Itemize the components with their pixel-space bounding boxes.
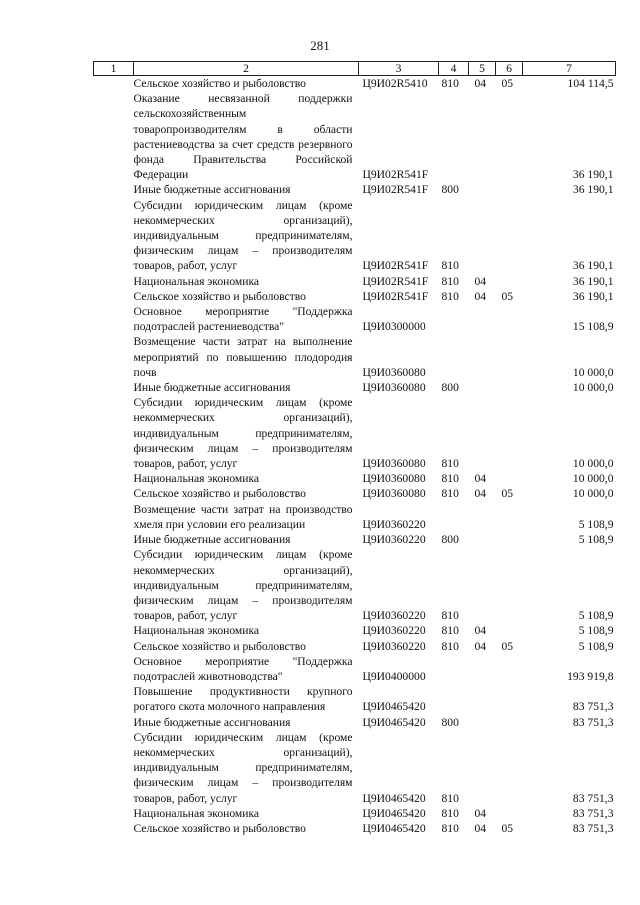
cell-group: 810 — [441, 609, 459, 623]
cell-name: Основное мероприятие "Поддержка подотраслей растениеводства" — [133, 305, 353, 334]
cell-podrazdel — [496, 532, 523, 547]
cell-name: Основное мероприятие "Поддержка подотраслей животноводства" — [133, 654, 353, 683]
table-body — [94, 76, 616, 837]
table-row — [94, 380, 616, 395]
cell-name: Национальная экономика — [133, 472, 260, 486]
cell-empty — [94, 486, 134, 501]
table-row — [94, 471, 616, 486]
cell-group: 810 — [441, 472, 459, 486]
cell-empty — [94, 395, 134, 471]
cell-podrazdel — [496, 502, 523, 532]
cell-group: 810 — [441, 624, 459, 638]
cell-empty — [94, 502, 134, 532]
cell-amount: 10 000,0 — [572, 365, 614, 379]
cell-name: Возмещение части затрат на выполнение мероприятий по повышению плодородия почв — [133, 335, 353, 379]
cell-empty — [94, 806, 134, 821]
cell-amount: 36 190,1 — [572, 183, 614, 197]
cell-razdel — [469, 334, 496, 380]
cell-group — [439, 334, 469, 380]
cell-podrazdel — [496, 274, 523, 289]
table-row — [94, 334, 616, 380]
cell-razdel: 04 — [474, 639, 487, 653]
table-row — [94, 395, 616, 471]
cell-code: Ц9И0360220 — [362, 517, 426, 531]
cell-group — [439, 91, 469, 182]
cell-empty — [94, 471, 134, 486]
table-row — [94, 182, 616, 197]
cell-code: Ц9И0465420 — [362, 821, 426, 835]
cell-group: 800 — [441, 381, 459, 395]
cell-amount: 83 751,3 — [572, 715, 614, 729]
cell-amount: 83 751,3 — [572, 700, 614, 714]
cell-code: Ц9И0465420 — [362, 791, 426, 805]
cell-empty — [94, 380, 134, 395]
cell-empty — [94, 639, 134, 654]
table-row — [94, 684, 616, 714]
cell-name: Повышение продуктивности крупного рогатого скота молочного направления — [133, 685, 353, 714]
cell-name: Иные бюджетные ассигнования — [133, 533, 291, 547]
cell-razdel: 04 — [474, 821, 487, 835]
cell-code: Ц9И0400000 — [362, 669, 426, 683]
column-header-3: 3 — [359, 62, 439, 76]
cell-razdel — [469, 91, 496, 182]
cell-code: Ц9И02R541F — [362, 168, 429, 182]
cell-podrazdel — [496, 198, 523, 274]
cell-podrazdel — [496, 334, 523, 380]
table-row — [94, 198, 616, 274]
cell-empty — [94, 182, 134, 197]
cell-empty — [94, 304, 134, 334]
cell-group — [439, 654, 469, 684]
cell-podrazdel: 05 — [501, 77, 514, 90]
cell-empty — [94, 684, 134, 714]
cell-group: 810 — [441, 791, 459, 805]
table-row — [94, 547, 616, 623]
cell-name: Национальная экономика — [133, 806, 260, 820]
cell-group: 810 — [441, 487, 459, 501]
cell-amount: 36 190,1 — [572, 289, 614, 303]
cell-name: Национальная экономика — [133, 274, 260, 288]
cell-podrazdel — [496, 547, 523, 623]
cell-amount: 15 108,9 — [572, 320, 614, 334]
column-header-7: 7 — [523, 62, 616, 76]
cell-amount: 5 108,9 — [578, 533, 614, 547]
cell-code: Ц9И02R5410 — [362, 77, 428, 90]
cell-podrazdel — [496, 380, 523, 395]
cell-group: 810 — [441, 457, 459, 471]
cell-group: 810 — [441, 821, 459, 835]
cell-razdel — [469, 182, 496, 197]
table-row — [94, 806, 616, 821]
table-row — [94, 821, 616, 836]
cell-razdel — [469, 532, 496, 547]
cell-code: Ц9И0360080 — [362, 365, 426, 379]
cell-name: Оказание несвязанной поддержки сельскохозяйственным товаропроизводителям в области растениеводства за счет средств резервного фонда Правительства Российской Федерации — [133, 92, 353, 182]
column-header-2: 2 — [134, 62, 359, 76]
cell-empty — [94, 654, 134, 684]
cell-razdel: 04 — [474, 472, 487, 486]
cell-code: Ц9И0360080 — [362, 487, 426, 501]
cell-razdel — [469, 547, 496, 623]
cell-code: Ц9И02R541F — [362, 183, 429, 197]
cell-name: Национальная экономика — [133, 624, 260, 638]
cell-name: Иные бюджетные ассигнования — [133, 183, 291, 197]
table-row — [94, 502, 616, 532]
cell-amount: 36 190,1 — [572, 259, 614, 273]
cell-group: 800 — [441, 533, 459, 547]
budget-table — [93, 61, 616, 836]
cell-empty — [94, 532, 134, 547]
cell-name: Субсидии юридическим лицам (кроме некоммерческих организаций), индивидуальным предпринимателям, физическим лицам – производителям товаров, работ, услуг — [133, 548, 353, 623]
cell-code: Ц9И02R541F — [362, 274, 429, 288]
table-row — [94, 623, 616, 638]
cell-podrazdel — [496, 715, 523, 730]
column-header-5: 5 — [469, 62, 496, 76]
cell-amount: 10 000,0 — [572, 381, 614, 395]
cell-empty — [94, 821, 134, 836]
cell-name: Сельское хозяйство и рыболовство — [133, 487, 306, 501]
table-row — [94, 486, 616, 501]
cell-group: 810 — [441, 806, 459, 820]
cell-code: Ц9И02R541F — [362, 259, 429, 273]
table-header — [94, 62, 616, 76]
cell-razdel — [469, 198, 496, 274]
cell-podrazdel: 05 — [501, 487, 514, 501]
column-header-4: 4 — [439, 62, 469, 76]
cell-group: 810 — [441, 259, 459, 273]
cell-name: Возмещение части затрат на производство хмеля при условии его реализации — [133, 502, 353, 531]
cell-amount: 10 000,0 — [572, 472, 614, 486]
cell-podrazdel: 05 — [501, 639, 514, 653]
cell-podrazdel — [496, 806, 523, 821]
cell-razdel — [469, 304, 496, 334]
cell-podrazdel — [496, 395, 523, 471]
cell-amount: 104 114,5 — [567, 77, 614, 90]
cell-amount: 5 108,9 — [578, 624, 614, 638]
cell-podrazdel — [496, 684, 523, 714]
cell-razdel: 04 — [474, 289, 487, 303]
cell-group — [439, 502, 469, 532]
table-row — [94, 730, 616, 806]
cell-name: Иные бюджетные ассигнования — [133, 381, 291, 395]
cell-amount: 193 919,8 — [567, 669, 614, 683]
cell-podrazdel — [496, 91, 523, 182]
cell-empty — [94, 274, 134, 289]
cell-podrazdel — [496, 471, 523, 486]
table-row — [94, 639, 616, 654]
cell-code: Ц9И0360080 — [362, 381, 426, 395]
cell-empty — [94, 289, 134, 304]
cell-group: 810 — [441, 77, 459, 90]
table-row — [94, 76, 616, 92]
cell-razdel — [469, 654, 496, 684]
cell-podrazdel: 05 — [501, 289, 514, 303]
cell-empty — [94, 623, 134, 638]
table-row — [94, 532, 616, 547]
cell-group: 810 — [441, 639, 459, 653]
cell-empty — [94, 715, 134, 730]
cell-name: Субсидии юридическим лицам (кроме некоммерческих организаций), индивидуальным предпринимателям, физическим лицам – производителям товаров, работ, услуг — [133, 396, 353, 471]
cell-group: 810 — [441, 289, 459, 303]
cell-group — [439, 304, 469, 334]
cell-code: Ц9И0360220 — [362, 639, 426, 653]
cell-group — [439, 684, 469, 714]
cell-razdel — [469, 502, 496, 532]
cell-code: Ц9И0465420 — [362, 806, 426, 820]
cell-name: Сельское хозяйство и рыболовство — [133, 289, 306, 303]
cell-amount: 5 108,9 — [578, 609, 614, 623]
page-number: 281 — [310, 38, 330, 53]
cell-razdel — [469, 380, 496, 395]
cell-empty — [94, 730, 134, 806]
cell-podrazdel — [496, 654, 523, 684]
cell-name: Иные бюджетные ассигнования — [133, 715, 291, 729]
table-row — [94, 654, 616, 684]
cell-amount: 10 000,0 — [572, 457, 614, 471]
table-row — [94, 274, 616, 289]
cell-empty — [94, 547, 134, 623]
cell-amount: 36 190,1 — [572, 168, 614, 182]
cell-empty — [94, 91, 134, 182]
cell-razdel: 04 — [474, 624, 487, 638]
cell-group: 800 — [441, 183, 459, 197]
cell-name: Субсидии юридическим лицам (кроме некоммерческих организаций), индивидуальным предпринимателям, физическим лицам – производителям товаров, работ, услуг — [133, 198, 353, 273]
cell-amount: 36 190,1 — [572, 274, 614, 288]
cell-razdel — [469, 684, 496, 714]
cell-amount: 83 751,3 — [572, 806, 614, 820]
cell-empty — [94, 334, 134, 380]
cell-empty — [94, 198, 134, 274]
cell-group: 810 — [441, 274, 459, 288]
column-header-1: 1 — [94, 62, 134, 76]
cell-name: Сельское хозяйство и рыболовство — [133, 639, 306, 653]
cell-code: Ц9И0465420 — [362, 700, 426, 714]
cell-amount: 83 751,3 — [572, 821, 614, 835]
cell-razdel: 04 — [474, 274, 487, 288]
table-row — [94, 304, 616, 334]
cell-name: Субсидии юридическим лицам (кроме некоммерческих организаций), индивидуальным предпринимателям, физическим лицам – производителям товаров, работ, услуг — [133, 730, 353, 805]
table-row — [94, 289, 616, 304]
cell-amount: 83 751,3 — [572, 791, 614, 805]
cell-amount: 5 108,9 — [578, 639, 614, 653]
cell-razdel — [469, 715, 496, 730]
cell-razdel: 04 — [474, 806, 487, 820]
cell-code: Ц9И0360220 — [362, 609, 426, 623]
cell-name: Сельское хозяйство и рыболовство — [133, 821, 306, 835]
cell-podrazdel — [496, 730, 523, 806]
cell-amount: 10 000,0 — [572, 487, 614, 501]
cell-empty — [94, 76, 134, 92]
table-row — [94, 715, 616, 730]
cell-podrazdel: 05 — [501, 821, 514, 835]
cell-code: Ц9И02R541F — [362, 289, 429, 303]
cell-razdel: 04 — [474, 77, 487, 90]
cell-podrazdel — [496, 182, 523, 197]
cell-code: Ц9И0300000 — [362, 320, 426, 334]
column-header-6: 6 — [496, 62, 523, 76]
cell-razdel — [469, 395, 496, 471]
cell-podrazdel — [496, 304, 523, 334]
cell-code: Ц9И0465420 — [362, 715, 426, 729]
cell-podrazdel — [496, 623, 523, 638]
cell-group: 800 — [441, 715, 459, 729]
cell-code: Ц9И0360220 — [362, 533, 426, 547]
table-row — [94, 91, 616, 182]
cell-code: Ц9И0360080 — [362, 472, 426, 486]
cell-razdel: 04 — [474, 487, 487, 501]
cell-code: Ц9И0360220 — [362, 624, 426, 638]
cell-razdel — [469, 730, 496, 806]
cell-amount: 5 108,9 — [578, 517, 614, 531]
cell-name: Сельское хозяйство и рыболовство — [133, 77, 306, 90]
cell-code: Ц9И0360080 — [362, 457, 426, 471]
